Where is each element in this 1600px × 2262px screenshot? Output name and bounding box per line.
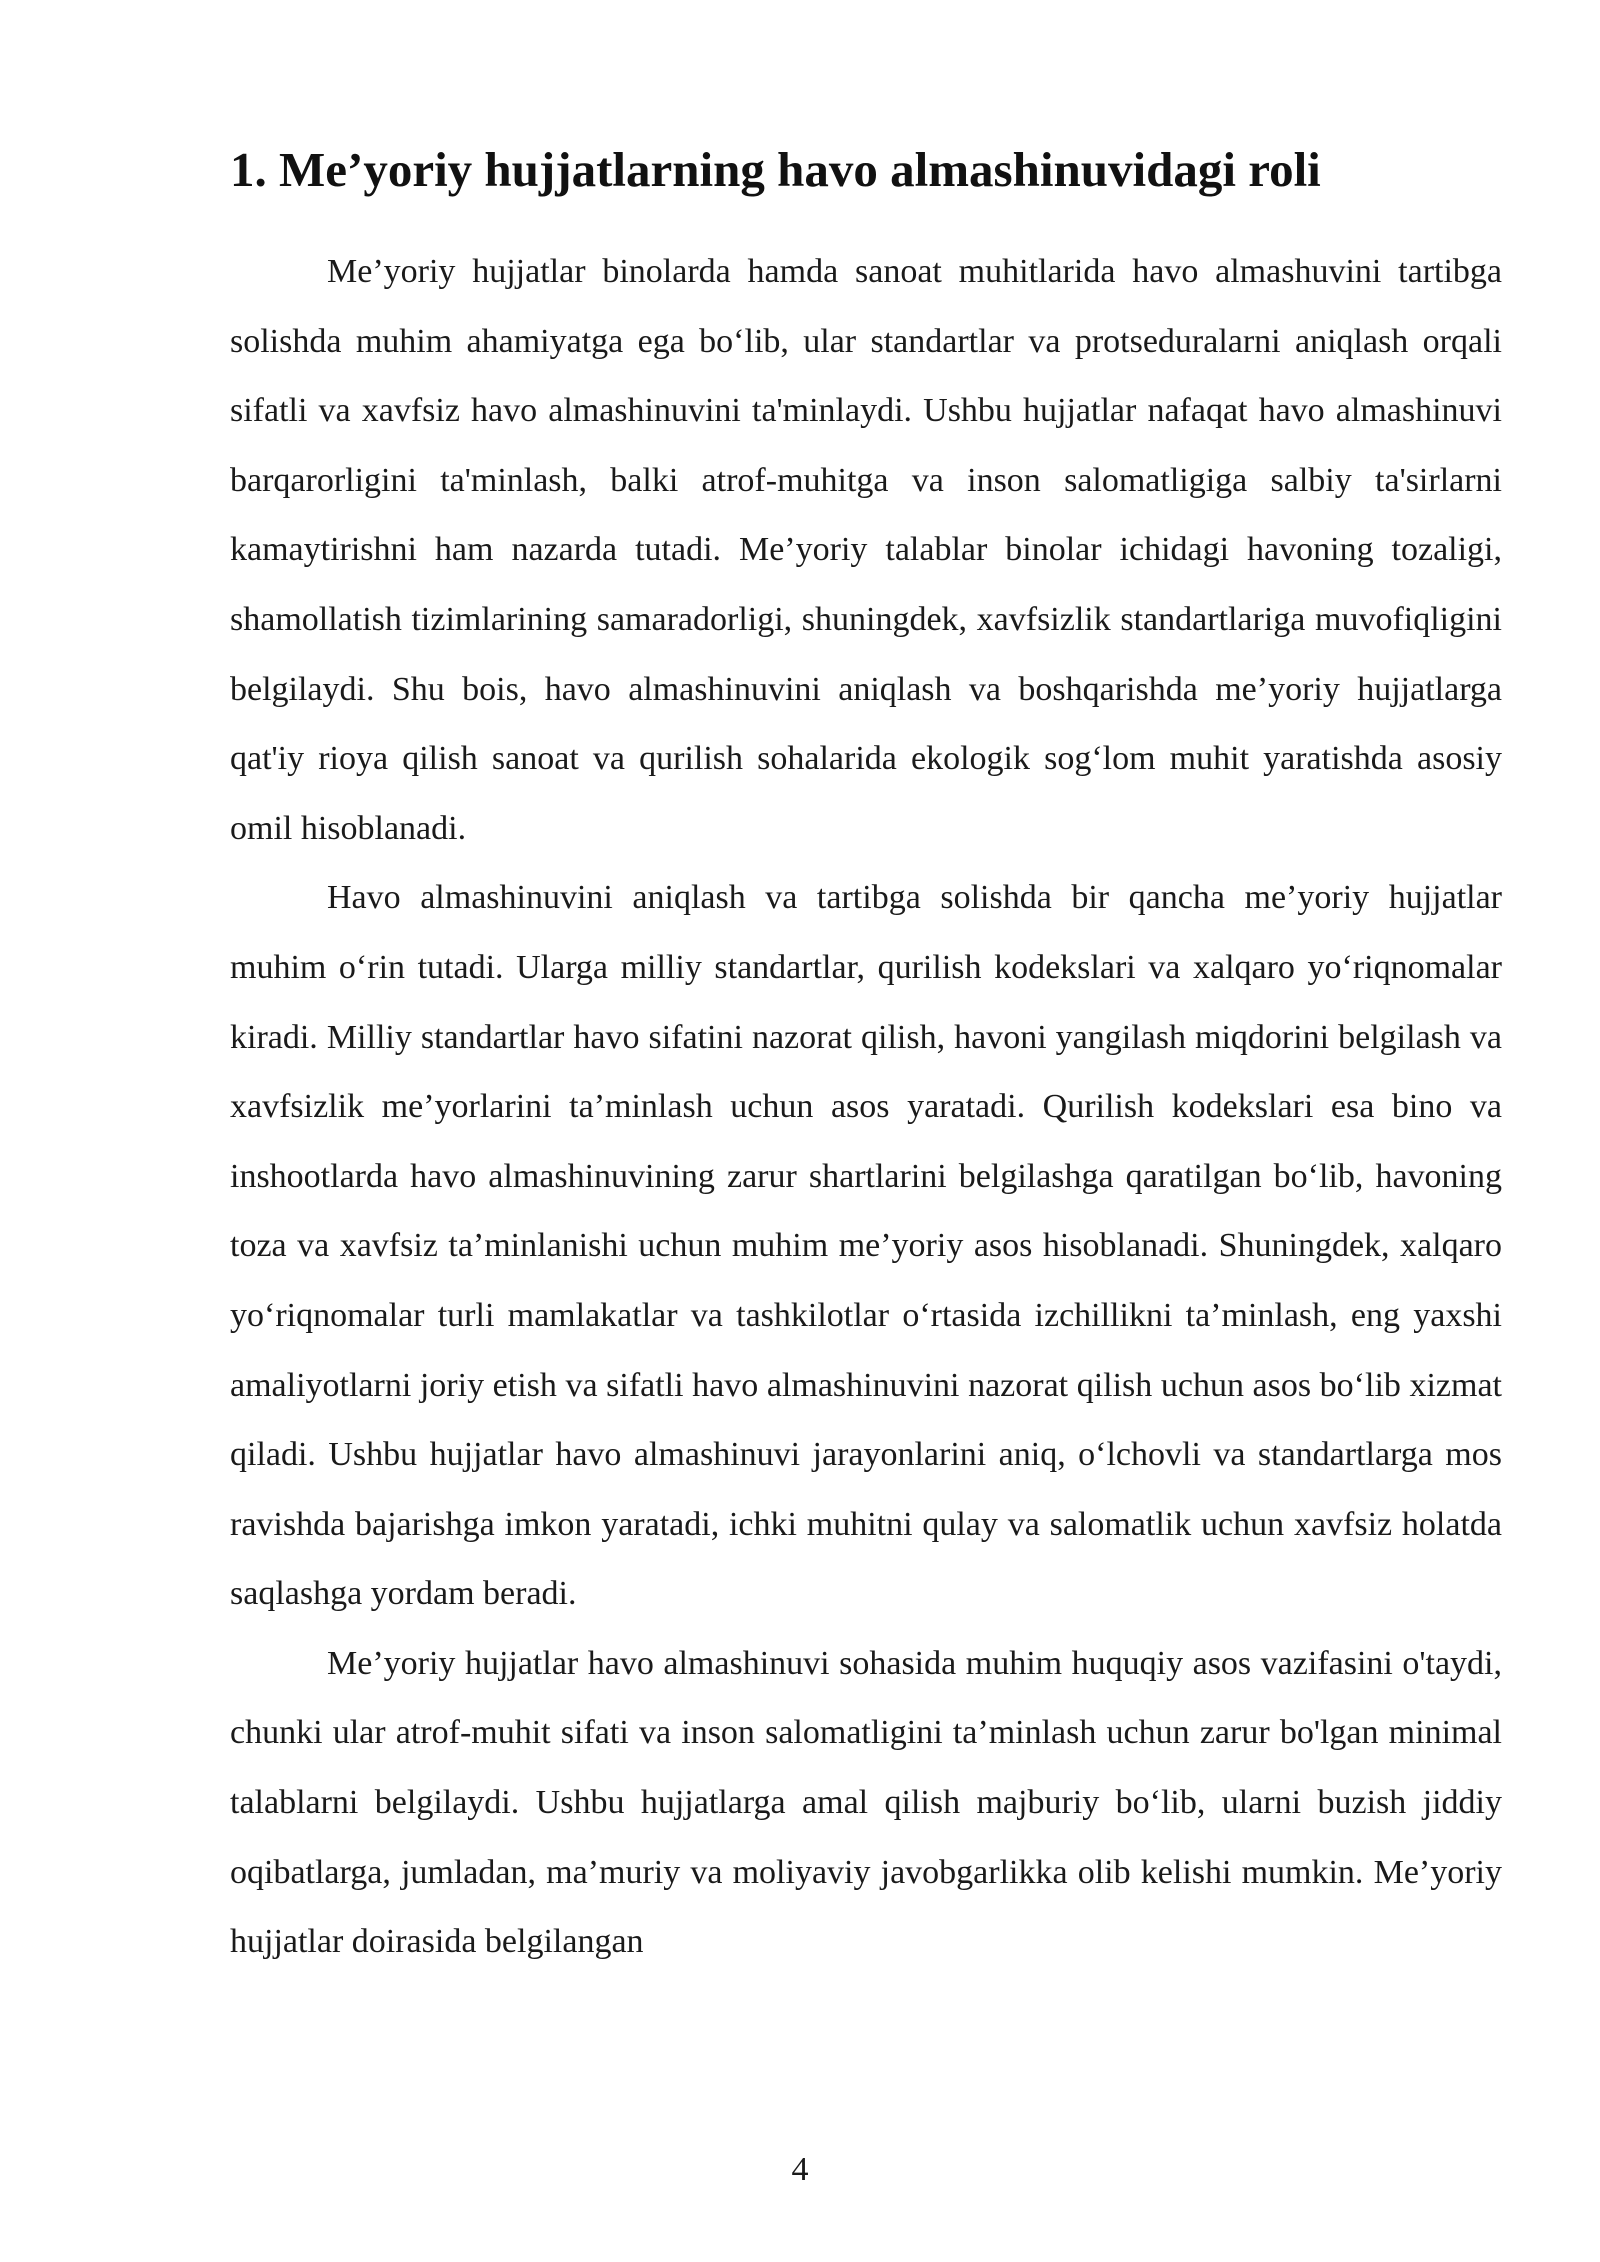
paragraph-3: Me’yoriy hujjatlar havo almashinuvi sohasida muhim huquqiy asos vazifasini o'taydi, chunki ular atrof-muhit sifati va inson salomatligini ta’minlash uchun zarur bo'lgan minimal talablarni belgilaydi. Ushbu hujjatlarga amal qilish majburiy bo‘lib, ularni buzish jiddiy oqibatlarga, jumladan, ma’muriy va moliyaviy javobgarlikka olib kelishi mumkin. Me’yoriy hujjatlar doirasida belgilangan xyxy=(230,1644,1502,1961)
section-heading: 1. Me’yoriy hujjatlarning havo almashinuvidagi roli xyxy=(230,142,1321,197)
paragraph-2: Havo almashinuvini aniqlash va tartibga solishda bir qancha me’yoriy hujjatlar muhim o‘rin tutadi. Ularga milliy standartlar, qurilish kodekslari va xalqaro yo‘riqnomalar kiradi. Milliy standartlar havo sifatini nazorat qilish, havoni yangilash miqdorini belgilash va xavfsizlik me’yorlarini ta’minlash uchun asos yaratadi. Qurilish kodekslari esa bino va inshootlarda havo almashinuvining zarur shartlarini belgilashga qaratilgan bo‘lib, havoning toza va xavfsiz ta’minlanishi uchun muhim me’yoriy asos hisoblanadi. Shuningdek, xalqaro yo‘riqnomalar turli mamlakatlar va tashkilotlar o‘rtasida izchillikni ta’minlash, eng yaxshi amaliyotlarni joriy etish va sifatli havo almashinuvini nazorat qilish uchun asos bo‘lib xizmat qiladi. Ushbu hujjatlar havo almashinuvi jarayonlarini aniq, o‘lchovli va standartlarga mos ravishda bajarishga imkon yaratadi, ichki muhitni qulay va salomatlik uchun xavfsiz holatda saqlashga yordam beradi. xyxy=(230,879,1502,1613)
page-number: 4 xyxy=(791,2151,809,2188)
body-text xyxy=(230,237,1502,1977)
paragraph-1: Me’yoriy hujjatlar binolarda hamda sanoat muhitlarida havo almashuvini tartibga solishda muhim ahamiyatga ega bo‘lib, ular standartlar va protseduralarni aniqlash orqali sifatli va xavfsiz havo almashinuvini ta'minlaydi. Ushbu hujjatlar nafaqat havo almashinuvi barqarorligini ta'minlash, balki atrof-muhitga va inson salomatligiga salbiy ta'sirlarni kamaytirishni ham nazarda tutadi. Me’yoriy talablar binolar ichidagi havoning tozaligi, shamollatish tizimlarining samaradorligi, shuningdek, xavfsizlik standartlariga muvofiqligini belgilaydi. Shu bois, havo almashinuvini aniqlash va boshqarishda me’yoriy hujjatlarga qat'iy rioya qilish sanoat va qurilish sohalarida ekologik sog‘lom muhit yaratishda asosiy omil hisoblanadi. xyxy=(230,253,1502,847)
